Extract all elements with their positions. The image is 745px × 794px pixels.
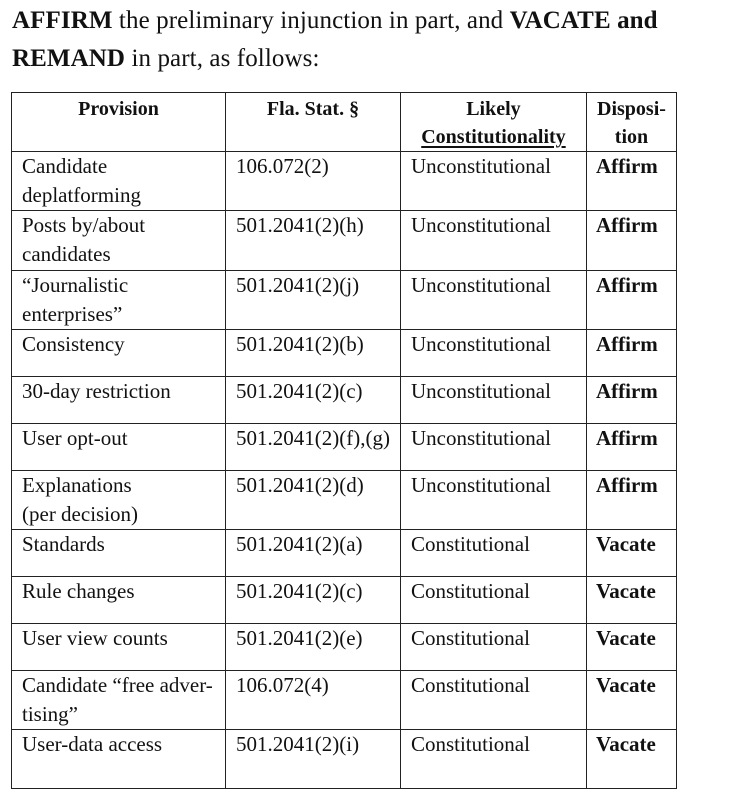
- cell-statute: 501.2041(2)(f),(g): [226, 424, 401, 471]
- header-statute: Fla. Stat. §: [226, 93, 401, 152]
- provision-line2: candidates: [22, 242, 111, 266]
- cell-statute: 501.2041(2)(a): [226, 530, 401, 577]
- header-likely-constitutionality: [400, 93, 586, 152]
- cell-constitutionality: Unconstitutional: [400, 330, 586, 377]
- header-disposition-line2: tion: [614, 126, 649, 148]
- provision-line1: Consistency: [22, 332, 125, 356]
- cell-constitutionality: Unconstitutional: [400, 471, 586, 530]
- cell-statute: 501.2041(2)(h): [226, 211, 401, 271]
- header-provision: Provision: [12, 93, 226, 152]
- cell-provision: [12, 330, 226, 377]
- cell-provision: [12, 271, 226, 330]
- header-disposition: [586, 93, 676, 152]
- table-row: [12, 730, 677, 789]
- header-disposition-line1: Disposi-: [597, 98, 666, 120]
- intro-text-2: in part, as follows:: [125, 45, 320, 72]
- cell-disposition: Affirm: [586, 330, 676, 377]
- table-row: [12, 152, 677, 211]
- table-row: [12, 471, 677, 530]
- table-row: [12, 271, 677, 330]
- cell-provision: [12, 211, 226, 271]
- provision-line1: 30-day restriction: [22, 379, 171, 403]
- table-row: [12, 424, 677, 471]
- vacate-and-keyword: VACATE and: [509, 7, 658, 34]
- cell-statute: 501.2041(2)(i): [226, 730, 401, 789]
- cell-statute: 501.2041(2)(j): [226, 271, 401, 330]
- cell-statute: 501.2041(2)(c): [226, 577, 401, 624]
- cell-disposition: Vacate: [586, 671, 676, 730]
- cell-provision: [12, 624, 226, 671]
- intro-paragraph: [12, 2, 737, 78]
- intro-text-1: the preliminary injunction in part, and: [112, 7, 510, 34]
- cell-constitutionality: Unconstitutional: [400, 211, 586, 271]
- cell-provision: [12, 471, 226, 530]
- table-row: [12, 377, 677, 424]
- provision-line1: Posts by/about: [22, 213, 146, 237]
- cell-constitutionality: Constitutional: [400, 730, 586, 789]
- cell-constitutionality: Unconstitutional: [400, 424, 586, 471]
- affirm-keyword: AFFIRM: [12, 7, 113, 34]
- cell-statute: 106.072(2): [226, 152, 401, 211]
- cell-disposition: Affirm: [586, 271, 676, 330]
- cell-disposition: Vacate: [586, 730, 676, 789]
- cell-statute: 106.072(4): [226, 671, 401, 730]
- cell-disposition: Affirm: [586, 471, 676, 530]
- cell-disposition: Vacate: [586, 624, 676, 671]
- cell-provision: [12, 671, 226, 730]
- cell-constitutionality: Constitutional: [400, 577, 586, 624]
- provision-line1: User opt-out: [22, 426, 128, 450]
- provision-line1: “Journalistic: [22, 273, 129, 297]
- provision-line1: Standards: [22, 532, 105, 556]
- table-row: [12, 671, 677, 730]
- cell-constitutionality: Unconstitutional: [400, 377, 586, 424]
- cell-constitutionality: Constitutional: [400, 624, 586, 671]
- cell-disposition: Affirm: [586, 211, 676, 271]
- cell-provision: [12, 730, 226, 789]
- cell-disposition: Affirm: [586, 377, 676, 424]
- cell-disposition: Affirm: [586, 152, 676, 211]
- cell-disposition: Vacate: [586, 530, 676, 577]
- table-row: [12, 211, 677, 271]
- cell-statute: 501.2041(2)(c): [226, 377, 401, 424]
- provision-line1: Candidate: [22, 154, 108, 178]
- cell-constitutionality: Unconstitutional: [400, 271, 586, 330]
- table-header-row: [12, 93, 677, 152]
- cell-provision: [12, 530, 226, 577]
- cell-constitutionality: Constitutional: [400, 671, 586, 730]
- table-row: [12, 530, 677, 577]
- table-row: [12, 577, 677, 624]
- remand-keyword: REMAND: [12, 45, 126, 72]
- provision-line1: Explanations: [22, 473, 132, 497]
- provision-line1: Candidate “free adver-: [22, 673, 213, 697]
- cell-provision: [12, 424, 226, 471]
- cell-disposition: Affirm: [586, 424, 676, 471]
- table-row: [12, 330, 677, 377]
- cell-constitutionality: Unconstitutional: [400, 152, 586, 211]
- cell-provision: [12, 577, 226, 624]
- provision-line1: User view counts: [22, 626, 168, 650]
- provision-line2: deplatforming: [22, 183, 141, 207]
- cell-constitutionality: Constitutional: [400, 530, 586, 577]
- table-body: [12, 152, 677, 789]
- cell-provision: [12, 377, 226, 424]
- provision-line2: tising”: [22, 702, 78, 726]
- disposition-table: [11, 92, 677, 789]
- table-row: [12, 624, 677, 671]
- provision-line2: enterprises”: [22, 302, 123, 326]
- header-likely-line1: Likely: [466, 98, 521, 120]
- provision-line1: Rule changes: [22, 579, 135, 603]
- provision-line1: User-data access: [22, 732, 163, 756]
- cell-statute: 501.2041(2)(d): [226, 471, 401, 530]
- provision-line2: (per decision): [22, 502, 139, 526]
- cell-disposition: Vacate: [586, 577, 676, 624]
- header-likely-line2: Constitutionality: [421, 126, 566, 148]
- cell-provision: [12, 152, 226, 211]
- cell-statute: 501.2041(2)(e): [226, 624, 401, 671]
- cell-statute: 501.2041(2)(b): [226, 330, 401, 377]
